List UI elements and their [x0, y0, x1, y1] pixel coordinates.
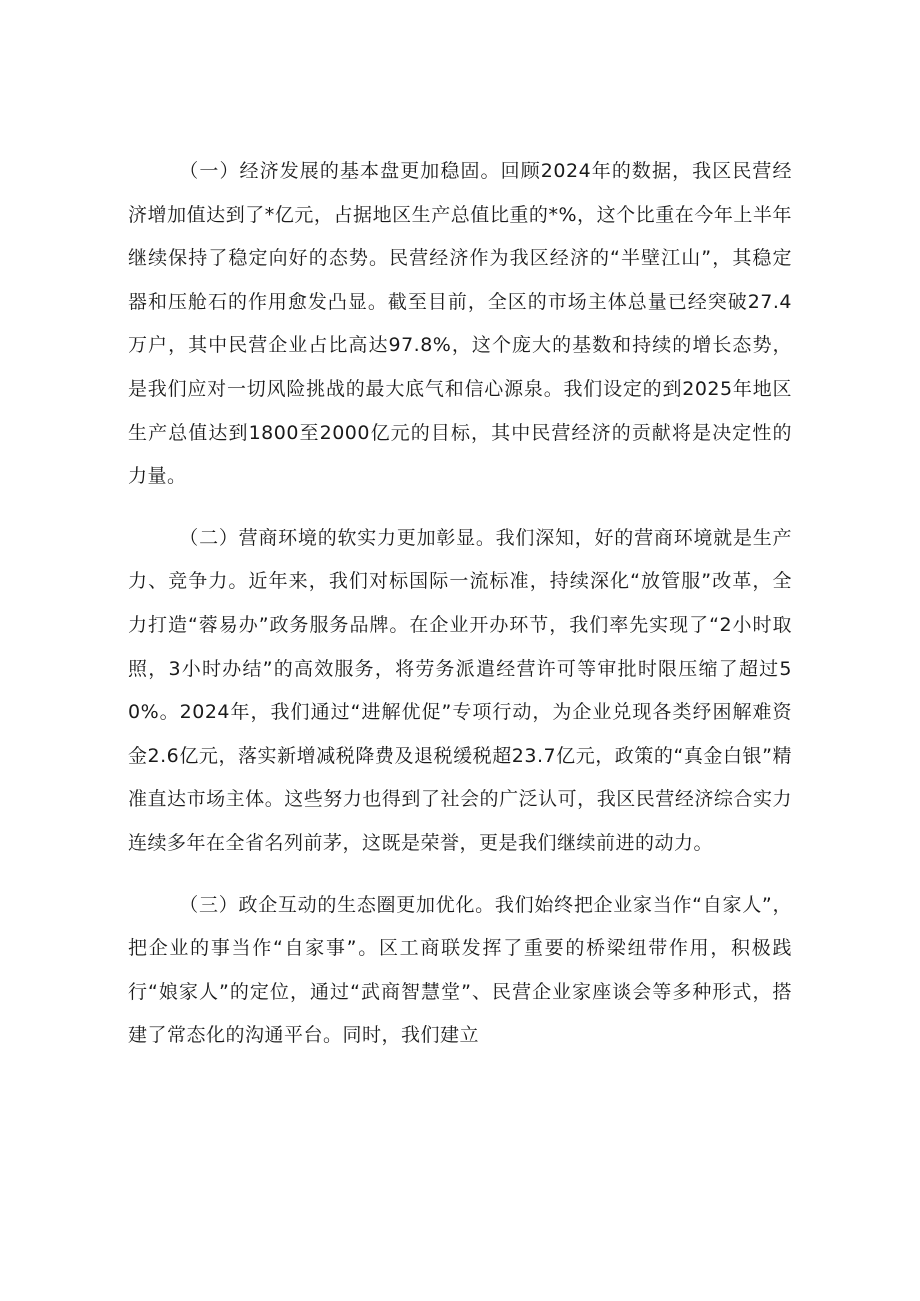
paragraph-economy: （一）经济发展的基本盘更加稳固。回顾2024年的数据，我区民营经济增加值达到了*亿元，占据地区生产总值比重的*%，这个比重在今年上半年继续保持了稳定向好的态势。民营经济作为我区经济的“半壁江山”，其稳定器和压舱石的作用愈发凸显。截至目前，全区的市场主体总量已经突破27.4万户，其中民营企业占比高达97.8%，这个庞大的基数和持续的增长态势，是我们应对一切风险挑战的最大底气和信心源泉。我们设定的到2025年地区生产总值达到1800至2000亿元的目标，其中民营经济的贡献将是决定性的力量。 [128, 160, 792, 488]
document-body [128, 150, 792, 1076]
paragraph-business-environment: （二）营商环境的软实力更加彰显。我们深知，好的营商环境就是生产力、竞争力。近年来，我们对标国际一流标准，持续深化“放管服”改革，全力打造“蓉易办”政务服务品牌。在企业开办环节，我们率先实现了“2小时取照，3小时办结”的高效服务，将劳务派遣经营许可等审批时限压缩了超过50%。2024年，我们通过“进解优促”专项行动，为企业兑现各类纾困解难资金2.6亿元，落实新增减税降费及退税缓税超23.7亿元，政策的“真金白银”精准直达市场主体。这些努力也得到了社会的广泛认可，我区民营经济综合实力连续多年在全省名列前茅，这既是荣誉，更是我们继续前进的动力。 [128, 526, 792, 854]
paragraph-government-enterprise: （三）政企互动的生态圈更加优化。我们始终把企业家当作“自家人”，把企业的事当作“自家事”。区工商联发挥了重要的桥梁纽带作用，积极践行“娘家人”的定位，通过“武商智慧堂”、民营企业家座谈会等多种形式，搭建了常态化的沟通平台。同时，我们建立 [128, 893, 792, 1047]
